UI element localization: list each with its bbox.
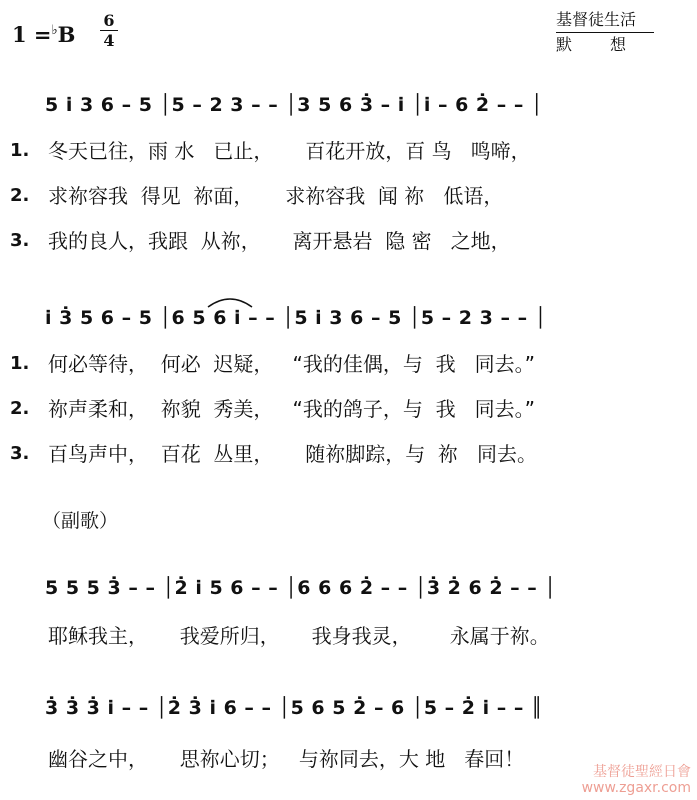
lyric-line: 求祢容我 得见 祢面， 求祢容我 闻 祢 低语， <box>48 184 504 208</box>
verse-number: 1. <box>10 353 30 374</box>
song-title: 默想 <box>556 35 665 54</box>
chorus-notation-line-2: 3̇ 3̇ 3̇ i̇ – – │2̇ 3̇ i̇ 6 – – │5 6 5 2̇ – 6 │5 – 2̇ i̇ – – ║ <box>45 697 543 719</box>
verse-number: 3. <box>10 443 30 464</box>
credits <box>556 8 665 57</box>
watermark <box>582 764 691 796</box>
flat-sign: ♭ <box>51 23 58 38</box>
time-signature <box>100 12 118 49</box>
lyric-line: 百鸟声中， 百花 丛里， 随祢脚踪，与 祢 同去。 <box>48 442 538 466</box>
notation-line-2: i̇ 3̇ 5 6 – 5 │6 5 6 i̇ – – │5 i̇ 3 6 – 5 │5 – 2 3 – – │ <box>45 307 547 329</box>
time-signature-top: 6 <box>103 11 115 30</box>
key-note: B <box>57 22 76 47</box>
chorus-notation-line-1: 5 5 5 3̇ – – │2̇ i̇ 5 6 – – │6 6 6 2̇ – – │3̇ 2̇ 6 2̇ – – │ <box>45 577 557 599</box>
song-source: 基督徒生活 <box>556 8 654 33</box>
key-signature <box>12 22 75 47</box>
key-prefix: 1 = <box>12 22 52 47</box>
watermark-line-1: 基督徒聖經日會 <box>593 764 691 780</box>
verse-number: 3. <box>10 230 30 251</box>
watermark-line-2: www.zgaxr.com <box>581 780 691 796</box>
lyric-line: 何必等待， 何必 迟疑， “我的佳偶，与 我 同去。” <box>48 352 536 376</box>
verse-number: 2. <box>10 185 30 206</box>
time-signature-bottom: 4 <box>103 31 115 50</box>
verse-number: 1. <box>10 140 30 161</box>
chorus-lyric-line-2: 幽谷之中， 思祢心切； 与祢同去，大 地 春回！ <box>48 747 525 771</box>
lyric-line: 我的良人，我跟 从祢， 离开悬岩 隐 密 之地， <box>48 229 511 253</box>
lyric-line: 祢声柔和， 祢貌 秀美， “我的鸽子，与 我 同去。” <box>48 397 536 421</box>
chorus-label: （副歌） <box>42 510 119 532</box>
verse-number: 2. <box>10 398 30 419</box>
lyric-line: 冬天已往，雨 水 已止， 百花开放，百 鸟 鸣啼， <box>48 139 531 163</box>
chorus-lyric-line-1: 耶稣我主， 我爱所归， 我身我灵， 永属于祢。 <box>48 624 550 648</box>
notation-line-1: 5 i̇ 3 6 – 5 │5 – 2 3 – – │3 5 6 3̇ – i̇ │i̇ – 6 2̇ – – │ <box>45 94 543 116</box>
